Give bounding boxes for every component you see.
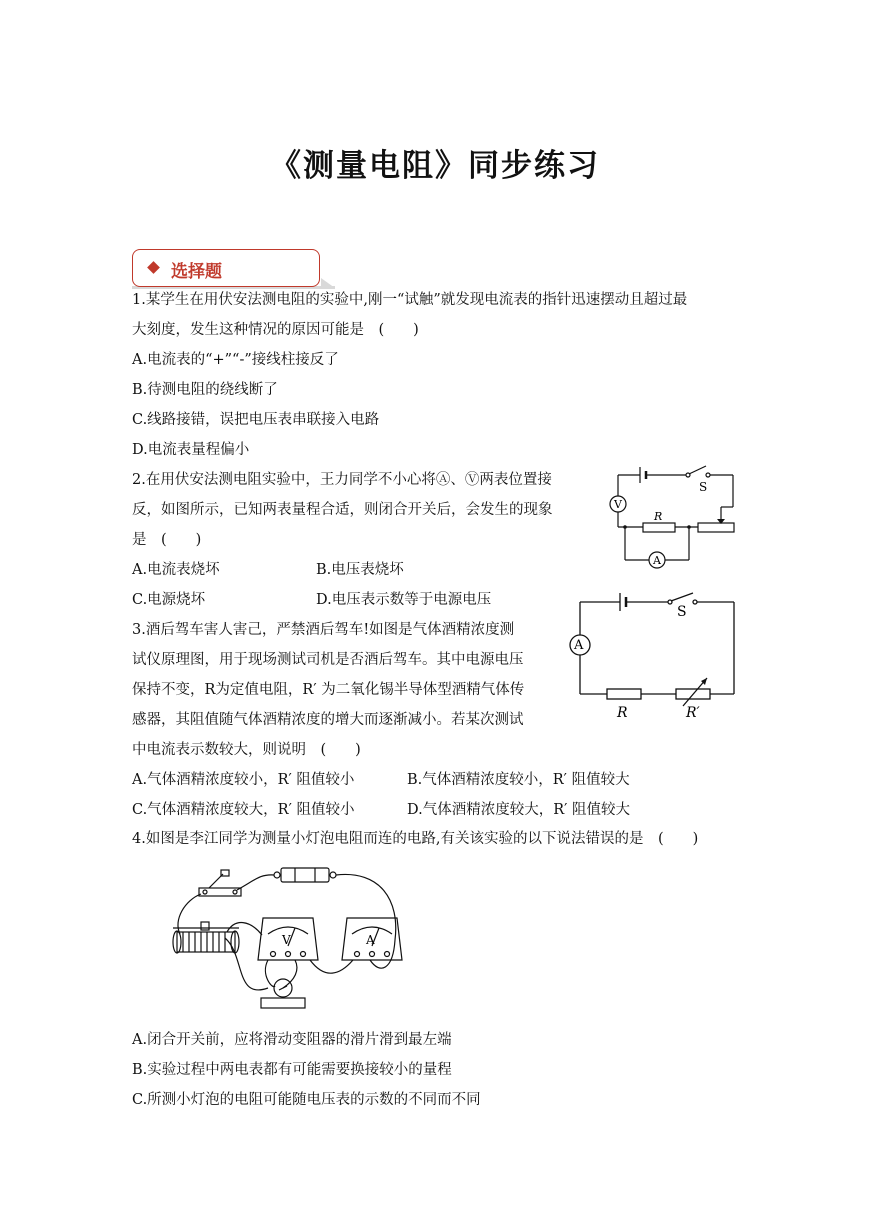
q3-stem-line5: 中电流表示数较大，则说明 ( ) [132,742,361,758]
q2-switch-label: S [699,480,708,494]
q4-voltmeter-label: V [282,933,291,947]
q3-option-d: D.气体酒精浓度较大，R′ 阻值较大 [407,802,631,818]
q2-stem-line2: 反，如图所示，已知两表量程合适，则闭合开关后，会发生的现象 [132,502,553,518]
section-header [132,249,320,287]
diamond-icon [147,261,160,274]
section-label: 选择题 [171,262,222,282]
q4-stem: 4.如图是李江同学为测量小灯泡电阻而连的电路,有关该实验的以下说法错误的是 ( ) [132,831,699,847]
q3-circuit-diagram [565,590,745,725]
q2-option-b: B.电压表烧坏 [316,562,404,578]
q1-stem-line2: 大刻度，发生这种情况的原因可能是 ( ) [132,322,419,338]
q1-option-d: D.电流表量程偏小 [132,442,250,458]
q3-stem-line2: 试仪原理图，用于现场测试司机是否酒后驾车。其中电源电压 [132,652,524,668]
q4-circuit-illustration [165,860,410,1020]
q3-option-b: B.气体酒精浓度较小，R′ 阻值较大 [407,772,630,788]
q3-ammeter-label: A [574,638,584,653]
q1-option-b: B.待测电阻的绕线断了 [132,382,278,398]
q3-option-a: A.气体酒精浓度较小，R′ 阻值较小 [132,772,355,788]
q3-r-label: R [617,705,628,721]
q4-ammeter-label: A [366,933,375,947]
q2-ammeter-label: A [653,554,661,567]
q3-stem-line4: 感器，其阻值随气体酒精浓度的增大而逐渐减小。若某次测试 [132,712,524,728]
q2-resistor-label: R [654,510,663,523]
q3-stem-line1: 3.酒后驾车害人害己，严禁酒后驾车!如图是气体酒精浓度测 [132,622,515,638]
q3-option-c: C.气体酒精浓度较大，R′ 阻值较小 [132,802,355,818]
q2-stem-line1: 2.在用伏安法测电阻实验中，王力同学不小心将Ⓐ、Ⓥ两表位置接 [132,472,552,488]
q2-option-a: A.电流表烧坏 [132,562,220,578]
q2-option-c: C.电源烧坏 [132,592,206,608]
q1-stem-line1: 1.某学生在用伏安法测电阻的实验中,刚一“试触”就发现电流表的指针迅速摆动且超过最 [132,292,688,308]
q4-option-b: B.实验过程中两电表都有可能需要换接较小的量程 [132,1062,452,1078]
q4-option-a: A.闭合开关前，应将滑动变阻器的滑片滑到最左端 [132,1032,452,1048]
q3-switch-label: S [677,604,687,620]
q1-option-c: C.线路接错，误把电压表串联接入电路 [132,412,380,428]
q3-stem-line3: 保持不变，R为定值电阻，R′ 为二氧化锡半导体型酒精气体传 [132,682,525,698]
page-title: 《测量电阻》同步练习 [270,148,600,184]
q2-voltmeter-label: V [614,498,622,511]
q3-r-prime-label: R′ [686,705,700,721]
q2-stem-line3: 是 ( ) [132,532,202,548]
q1-option-a: A.电流表的“+”“-”接线柱接反了 [132,352,339,368]
q2-option-d: D.电压表示数等于电源电压 [316,592,492,608]
q2-circuit-diagram [600,462,745,572]
q4-option-c: C.所测小灯泡的电阻可能随电压表的示数的不同而不同 [132,1092,481,1108]
